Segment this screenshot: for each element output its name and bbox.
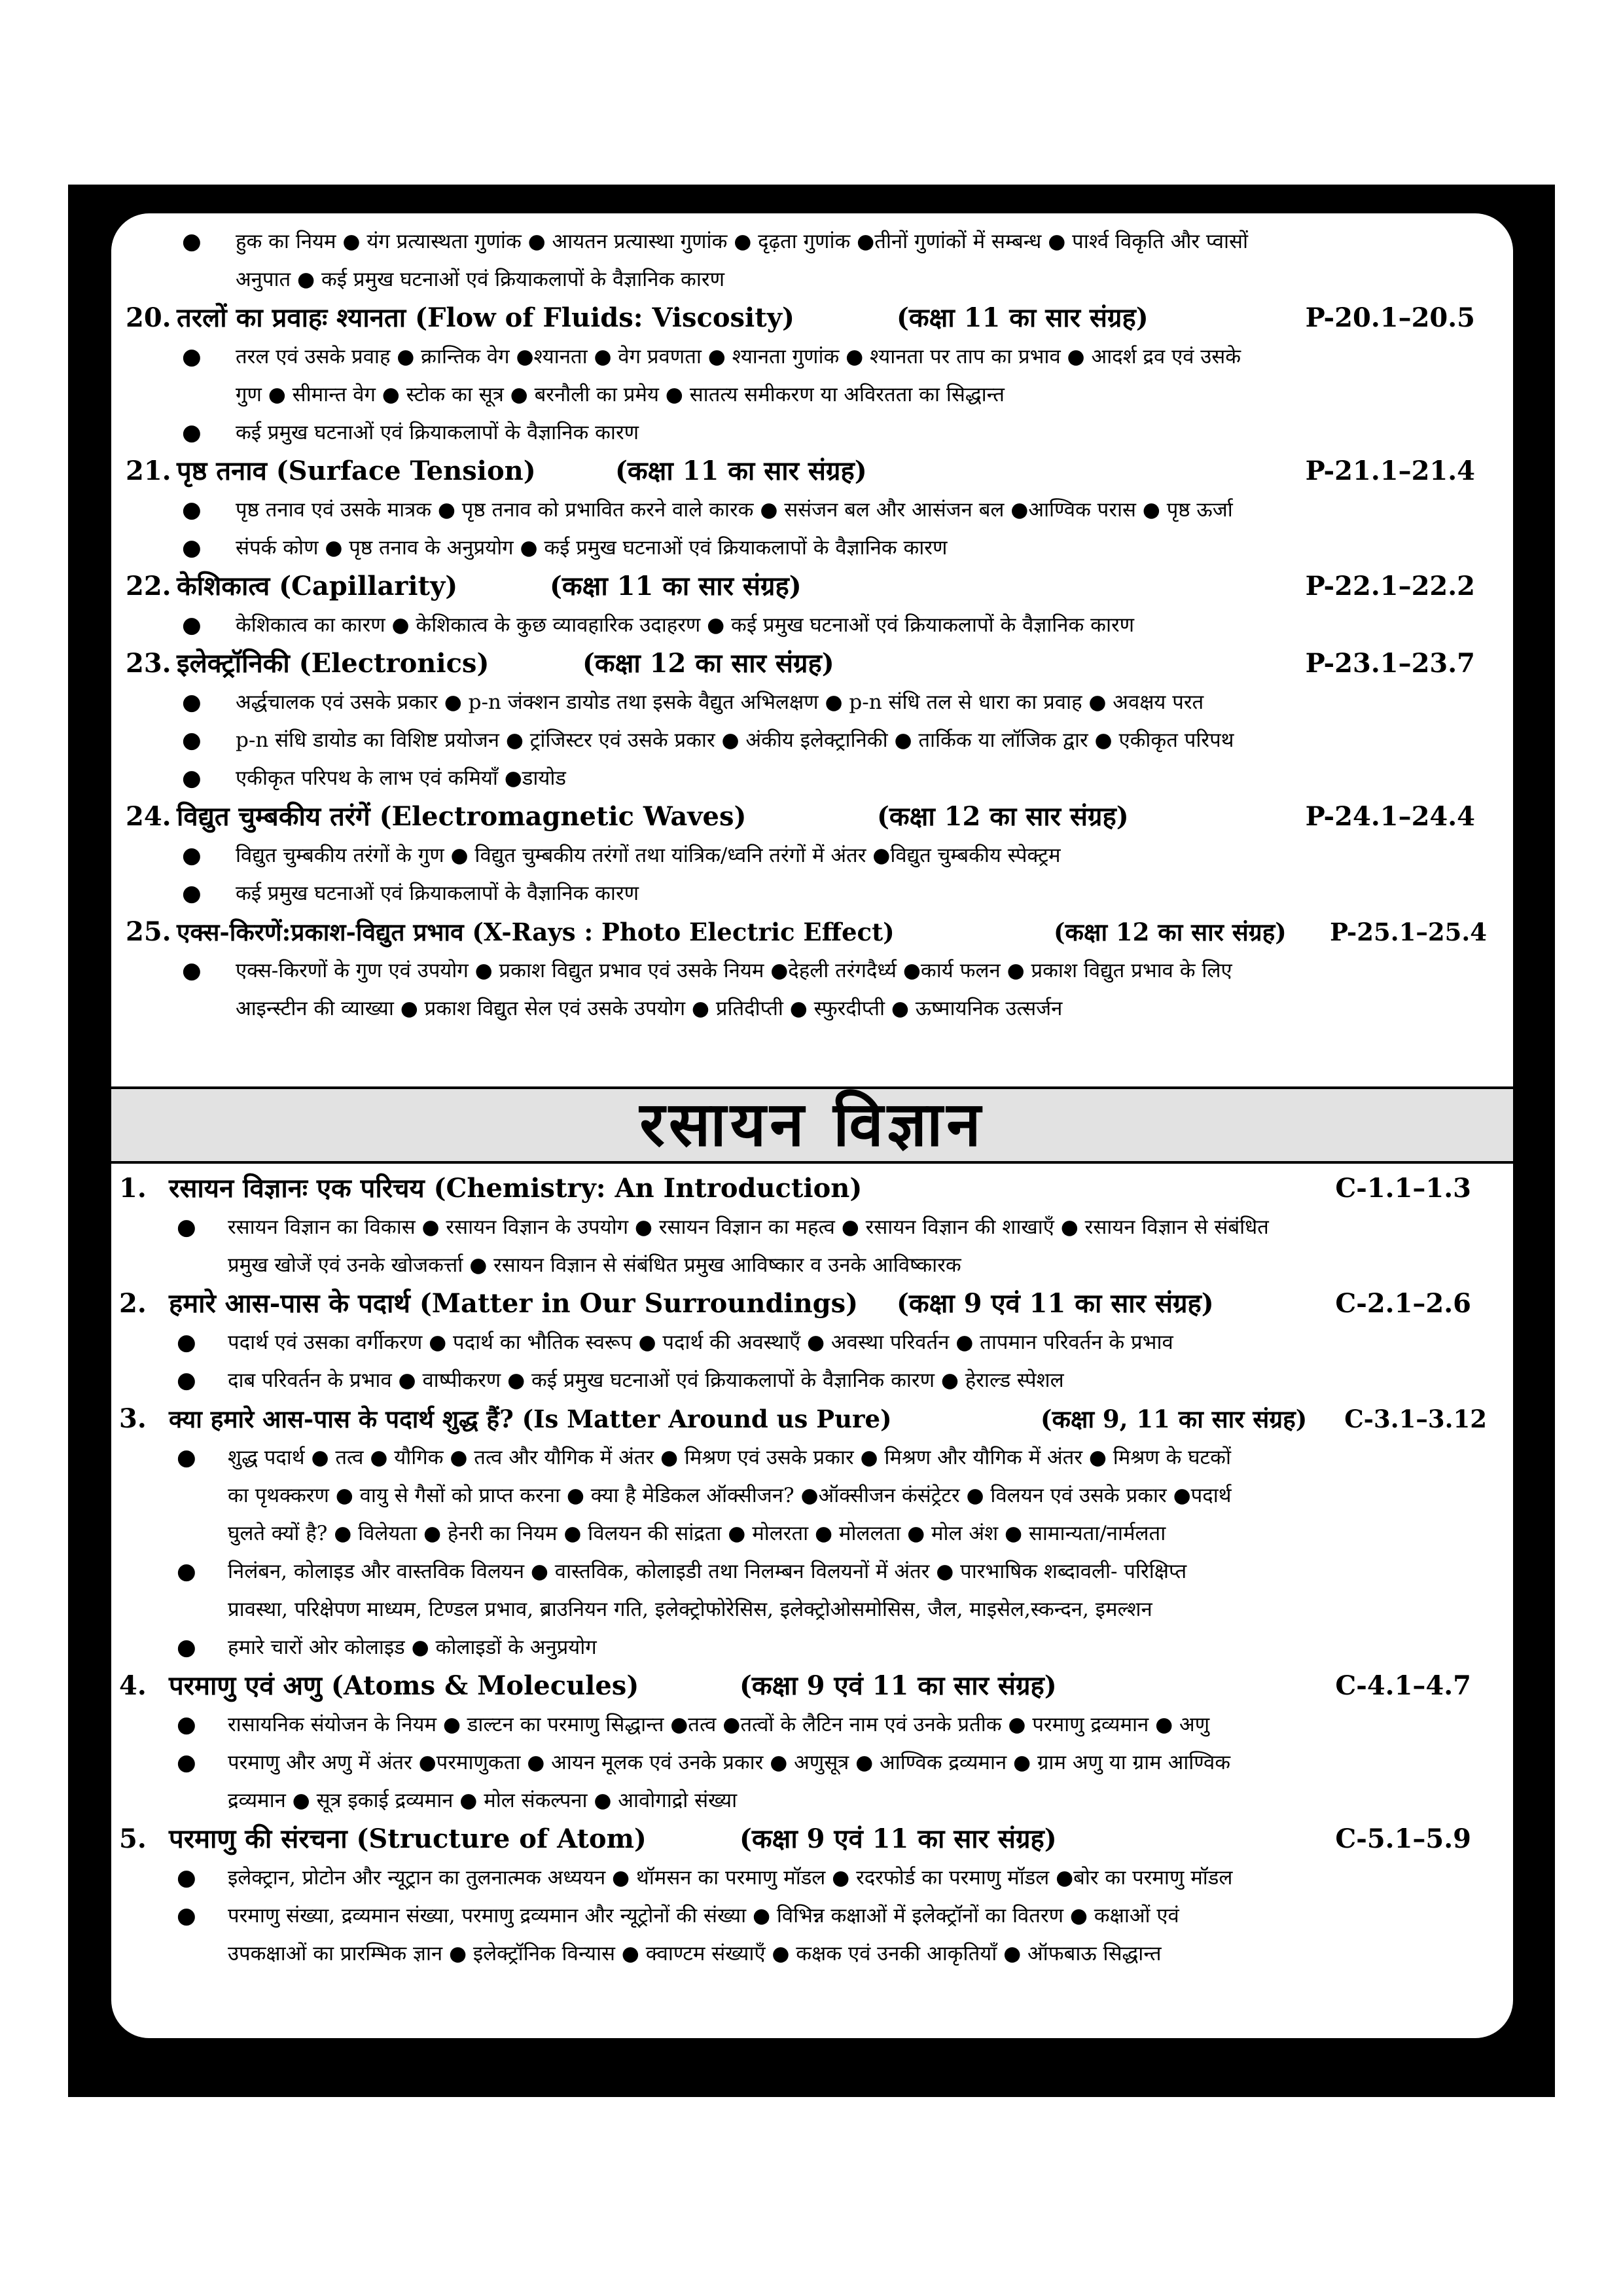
bullet-icon: ● [177,1329,196,1355]
topic-line [111,836,1513,874]
chapter-number: 25. [126,916,171,947]
topic-text: पदार्थ एवं उसका वर्गीकरण ● पदार्थ का भौतिक स्वरूप ● पदार्थ की अवस्थाएँ ● अवस्था परिवर्तन ● तापमान परिवर्तन के प्रभाव [228,1331,1173,1354]
bullet-icon: ● [177,1903,196,1929]
topic-line [111,376,1513,414]
chapter-number: 2. [119,1288,147,1319]
topic-line [111,683,1513,721]
topic-line [111,1361,1513,1399]
intro-topic-list [111,223,1513,298]
topic-line [111,1439,1513,1477]
chapter-24 [111,797,1513,912]
bullet-icon: ● [182,842,202,869]
topic-line [111,1782,1513,1820]
chapter-heading [111,644,1513,683]
topic-text: विद्युत चुम्बकीय तरंगों के गुण ● विद्युत चुम्बकीय तरंगों तथा यांत्रिक/ध्वनि तरंगों में अंतर ●विद्युत चुम्बकीय स्पेक्ट्रम [236,844,1061,867]
bullet-icon: ● [182,497,202,523]
chapter-title: परमाणु एवं अणु (Atoms & Molecules) [169,1670,639,1701]
topic-line [111,1208,1513,1246]
chapter-pages: C-1.1–1.3 [1335,1173,1471,1204]
chapter-title: तरलों का प्रवाहः श्यानता (Flow of Fluids: Viscosity) [177,302,794,333]
topic-line [111,1590,1513,1628]
chapter-class: (कक्षा 11 का सार संग्रह) [550,571,802,601]
chapter-heading [111,1820,1513,1859]
chapter-23 [111,644,1513,797]
bullet-icon: ● [182,727,202,753]
topic-text: पृष्ठ तनाव एवं उसके मात्रक ● पृष्ठ तनाव को प्रभावित करने वाले कारक ● ससंजन बल और आसंजन बल ●आण्विक परास ● पृष्ठ ऊर्जा [236,498,1233,522]
topic-text: हुक का नियम ● यंग प्रत्यास्थता गुणांक ● आयतन प्रत्यास्था गुणांक ● दृढ़ता गुणांक ●तीनों गुणांकों में सम्बन्ध ● पार्श्व विकृति और प्वासों [236,230,1248,253]
topic-text: निलंबन, कोलाइड और वास्तविक विलयन ● वास्तविक, कोलाइडी तथा निलम्बन विलयनों में अंतर ● पारभाषिक शब्दावली- परिक्षिप्त [228,1560,1187,1583]
bullet-icon: ● [182,765,202,791]
topic-line [111,1246,1513,1284]
chapter-heading [111,298,1513,338]
physics-section [111,213,1513,1079]
chemistry-section [111,1164,1513,2038]
topic-text: उपकक्षाओं का प्रारम्भिक ज्ञान ● इलेक्ट्रॉनिक विन्यास ● क्वाण्टम संख्याएँ ● कक्षक एवं उनकी आकृतियाँ ● ऑफबाऊ सिद्धान्त [228,1942,1162,1965]
bullet-icon: ● [182,344,202,370]
chapter-title: विद्युत चुम्बकीय तरंगें (Electromagnetic Waves) [177,801,747,832]
chapter-pages: P-22.1–22.2 [1305,571,1475,601]
chapter-heading [111,912,1513,952]
bullet-icon: ● [177,1558,196,1585]
chapter-class: (कक्षा 11 का सार संग्रह) [897,302,1149,333]
chapter-pages: C-2.1–2.6 [1335,1288,1471,1319]
chapter-5 [111,1820,1513,1973]
topic-text: आइन्स्टीन की व्याख्या ● प्रकाश विद्युत सेल एवं उसके उपयोग ● प्रतिदीप्ती ● स्फुरदीप्ती ● ऊष्मायनिक उत्सर्जन [236,997,1063,1020]
topic-line [111,1515,1513,1552]
topic-line [111,1628,1513,1666]
chapter-class: (कक्षा 9, 11 का सार संग्रह) [1041,1405,1308,1433]
chapter-title: क्या हमारे आस-पास के पदार्थ शुद्ध हैं? (Is Matter Around us Pure) [169,1405,892,1433]
chapter-pages: P-24.1–24.4 [1305,801,1475,832]
topic-text: प्रावस्था, परिक्षेपण माध्यम, टिण्डल प्रभाव, ब्राउनियन गति, इलेक्ट्रोफोरेसिस, इलेक्ट्रोओसमोसिस, जैल, माइसेल,स्कन्दन, इमल्शन [228,1598,1152,1621]
topic-line [111,874,1513,912]
chapter-pages: P-20.1–20.5 [1305,302,1475,333]
chapter-heading [111,1399,1513,1439]
topic-text: इलेक्ट्रान, प्रोटोन और न्यूट्रान का तुलनात्मक अध्ययन ● थॉमसन का परमाणु मॉडल ● रदरफोर्ड का परमाणु मॉडल ●बोर का परमाणु मॉडल [228,1866,1233,1890]
topic-line [111,990,1513,1028]
chapter-pages: P-21.1–21.4 [1305,456,1475,486]
chapter-number: 3. [119,1403,147,1434]
bullet-icon: ● [177,1444,196,1471]
bullet-icon: ● [182,689,202,715]
chapter-20 [111,298,1513,452]
topic-text: हमारे चारों ओर कोलाइड ● कोलाइडों के अनुप्रयोग [228,1636,597,1659]
topic-line [111,952,1513,990]
topic-text: दाब परिवर्तन के प्रभाव ● वाष्पीकरण ● कई प्रमुख घटनाओं एवं क्रियाकलापों के वैज्ञानिक कारण ● हेराल्ड स्पेशल [228,1369,1064,1392]
section-heading: रसायन विज्ञान [639,1089,985,1160]
topic-text: केशिकात्व का कारण ● केशिकात्व के कुछ व्यावहारिक उदाहरण ● कई प्रमुख घटनाओं एवं क्रियाकलापों के वैज्ञानिक कारण [236,613,1135,637]
topic-text: परमाणु संख्या, द्रव्यमान संख्या, परमाणु द्रव्यमान और न्यूट्रोनों की संख्या ● विभिन्न कक्षाओं में इलेक्ट्रॉनों का वितरण ● कक्षाओं एवं [228,1904,1179,1928]
bullet-icon: ● [177,1214,196,1240]
topic-text: द्रव्यमान ● सूत्र इकाई द्रव्यमान ● मोल संकल्पना ● आवोगाद्रो संख्या [228,1789,738,1812]
topic-line [111,1323,1513,1361]
chemistry-section-banner [111,1086,1513,1164]
bullet-icon: ● [182,612,202,638]
chapter-title: परमाणु की संरचना (Structure of Atom) [169,1823,647,1854]
chapter-title: इलेक्ट्रॉनिकी (Electronics) [177,648,490,679]
chapter-pages: C-4.1–4.7 [1335,1670,1471,1701]
topic-text: रासायनिक संयोजन के नियम ● डाल्टन का परमाणु सिद्धान्त ●तत्व ●तत्वों के लैटिन नाम एवं उनके प्रतीक ● परमाणु द्रव्यमान ● अणु [228,1713,1210,1736]
topic-line [111,1859,1513,1897]
chapter-pages: C-5.1–5.9 [1335,1823,1471,1854]
topic-line [111,338,1513,376]
chapter-number: 4. [119,1670,147,1701]
bullet-icon: ● [177,1749,196,1776]
topic-line [111,529,1513,567]
topic-line [111,1706,1513,1744]
chapter-heading [111,797,1513,836]
topic-text: एक्स-किरणों के गुण एवं उपयोग ● प्रकाश विद्युत प्रभाव एवं उसके नियम ●देहली तरंगदैर्ध्य ●कार्य फलन ● प्रकाश विद्युत प्रभाव के लिए [236,959,1232,982]
chapter-title: एक्स-किरणें:प्रकाश-विद्युत प्रभाव (X-Rays : Photo Electric Effect) [177,918,895,946]
topic-text: अर्द्धचालक एवं उसके प्रकार ● p-n जंक्शन डायोड तथा इसके वैद्युत अभिलक्षण ● p-n संधि तल से धारा का प्रवाह ● अवक्षय परत [236,691,1204,714]
chapter-heading [111,1169,1513,1208]
chapter-number: 5. [119,1823,147,1854]
bullet-icon: ● [182,228,202,255]
chapter-1 [111,1169,1513,1284]
chapter-number: 23. [126,648,171,679]
bullet-icon: ● [177,1634,196,1660]
chapter-title: केशिकात्व (Capillarity) [177,571,458,601]
topic-text: कई प्रमुख घटनाओं एवं क्रियाकलापों के वैज्ञानिक कारण [236,882,639,905]
topic-line [111,721,1513,759]
chapter-3 [111,1399,1513,1666]
chapter-heading [111,1284,1513,1323]
topic-line [111,260,1513,298]
topic-text: p-n संधि डायोड का विशिष्ट प्रयोजन ● ट्रांजिस्टर एवं उसके प्रकार ● अंकीय इलेक्ट्रानिकी ● तार्किक या लॉजिक द्वार ● एकीकृत परिपथ [236,728,1234,752]
topic-line [111,1935,1513,1973]
bullet-icon: ● [177,1712,196,1738]
chapter-heading [111,1666,1513,1706]
bullet-icon: ● [182,420,202,446]
chapter-number: 1. [119,1173,147,1204]
topic-line [111,606,1513,644]
chapter-title: हमारे आस-पास के पदार्थ (Matter in Our Surroundings) [169,1288,859,1319]
bullet-icon: ● [177,1367,196,1393]
chapter-pages: P-25.1–25.4 [1330,918,1487,946]
topic-text: संपर्क कोण ● पृष्ठ तनाव के अनुप्रयोग ● कई प्रमुख घटनाओं एवं क्रियाकलापों के वैज्ञानिक कारण [236,536,948,560]
topic-text: घुलते क्यों है? ● विलेयता ● हेनरी का नियम ● विलयन की सांद्रता ● मोलरता ● मोललता ● मोल अंश ● सामान्यता/नार्मलता [228,1522,1166,1545]
topic-line [111,491,1513,529]
chapter-number: 22. [126,571,171,601]
chapter-class: (कक्षा 12 का सार संग्रह) [1054,918,1287,946]
topic-text: रसायन विज्ञान का विकास ● रसायन विज्ञान के उपयोग ● रसायन विज्ञान का महत्व ● रसायन विज्ञान की शाखाएँ ● रसायन विज्ञान से संबंधित [228,1215,1269,1239]
topic-line [111,1744,1513,1782]
chapter-number: 20. [126,302,171,333]
chapter-number: 21. [126,456,171,486]
chapter-heading [111,452,1513,491]
chapter-heading [111,567,1513,606]
topic-line [111,223,1513,260]
topic-text: परमाणु और अणु में अंतर ●परमाणुकता ● आयन मूलक एवं उनके प्रकार ● अणुसूत्र ● आण्विक द्रव्यमान ● ग्राम अणु या ग्राम आण्विक [228,1751,1231,1774]
topic-text: तरल एवं उसके प्रवाह ● क्रान्तिक वेग ●श्यानता ● वेग प्रवणता ● श्यानता गुणांक ● श्यानता पर ताप का प्रभाव ● आदर्श द्रव एवं उसके [236,345,1241,368]
chapter-title: पृष्ठ तनाव (Surface Tension) [177,456,536,486]
chapter-title: रसायन विज्ञानः एक परिचय (Chemistry: An Introduction) [169,1173,863,1204]
chapter-21 [111,452,1513,567]
chapter-25 [111,912,1513,1028]
topic-text: प्रमुख खोजें एवं उनके खोजकर्त्ता ● रसायन विज्ञान से संबंधित प्रमुख आविष्कार व उनके आविष्कारक [228,1253,961,1277]
topic-line [111,759,1513,797]
chapter-class: (कक्षा 11 का सार संग्रह) [615,456,867,486]
chapter-class: (कक्षा 12 का सार संग्रह) [582,648,834,679]
topic-text: गुण ● सीमान्त वेग ● स्टोक का सूत्र ● बरनौली का प्रमेय ● सातत्य समीकरण या अविरतता का सिद्धान्त [236,383,1005,406]
chapter-class: (कक्षा 9 एवं 11 का सार संग्रह) [740,1670,1057,1701]
chapter-pages: P-23.1–23.7 [1305,648,1475,679]
topic-line [111,1477,1513,1515]
topic-text: एकीकृत परिपथ के लाभ एवं कमियाँ ●डायोड [236,766,566,790]
topic-line [111,1897,1513,1935]
bullet-icon: ● [182,958,202,984]
bullet-icon: ● [182,535,202,561]
topic-text: कई प्रमुख घटनाओं एवं क्रियाकलापों के वैज्ञानिक कारण [236,421,639,444]
topic-text: शुद्ध पदार्थ ● तत्व ● यौगिक ● तत्व और यौगिक में अंतर ● मिश्रण एवं उसके प्रकार ● मिश्रण और यौगिक में अंतर ● मिश्रण के घटकों [228,1446,1231,1469]
chapter-4 [111,1666,1513,1820]
chapter-pages: C-3.1–3.12 [1344,1405,1487,1433]
topic-line [111,1552,1513,1590]
chapter-2 [111,1284,1513,1399]
chapter-22 [111,567,1513,644]
topic-line [111,414,1513,452]
contents-page [111,213,1513,2038]
topic-text: अनुपात ● कई प्रमुख घटनाओं एवं क्रियाकलापों के वैज्ञानिक कारण [236,268,724,291]
bullet-icon: ● [177,1865,196,1891]
bullet-icon: ● [182,880,202,906]
chapter-class: (कक्षा 9 एवं 11 का सार संग्रह) [897,1288,1214,1319]
chapter-class: (कक्षा 9 एवं 11 का सार संग्रह) [740,1823,1057,1854]
topic-text: का पृथक्करण ● वायु से गैसों को प्राप्त करना ● क्या है मेडिकल ऑक्सीजन? ●ऑक्सीजन कंसंट्रेटर ● विलयन एवं उसके प्रकार ●पदार्थ [228,1484,1232,1507]
chapter-class: (कक्षा 12 का सार संग्रह) [877,801,1129,832]
chapter-number: 24. [126,801,171,832]
